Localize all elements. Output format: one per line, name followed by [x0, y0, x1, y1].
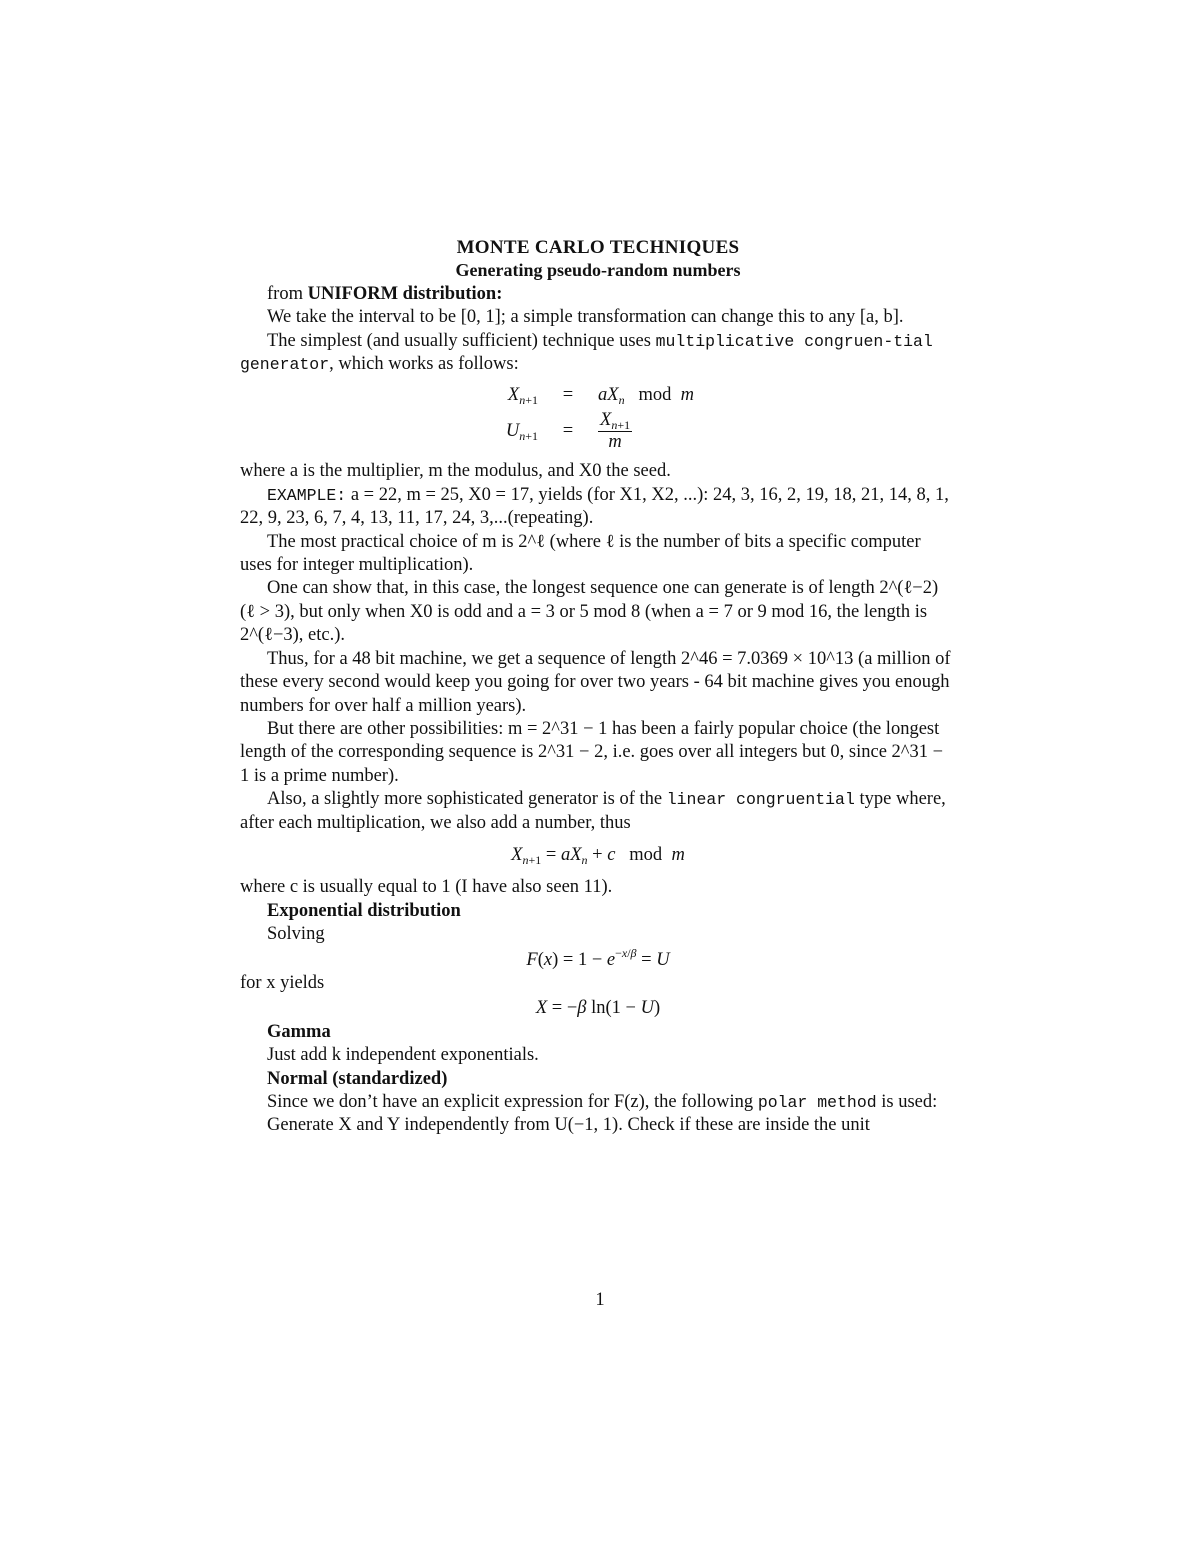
term-polar-method: polar method [757, 1093, 877, 1112]
gamma-text: Just add k independent exponentials. [267, 1045, 539, 1066]
equation-block-lcg [240, 384, 956, 458]
paragraph-longest-sequence: One can show that, in this case, the longest sequence one can generate is of length 2^(ℓ−2) (ℓ > 3), but only when X0 is odd and a = 3 or 5 mod 8 (when a = 7 or 9 mod 16, the length is 2^(ℓ−3), etc.). [240, 578, 939, 646]
paragraph-generate: Generate X and Y independently from U(−1, 1). Check if these are inside the unit [267, 1115, 870, 1136]
heading-gamma: Gamma [267, 1021, 331, 1042]
paragraph-where-seed: where a is the multiplier, m the modulus, and X0 the seed. [240, 461, 671, 482]
uniform-from: from [267, 283, 308, 304]
paragraph-other-possibilities: But there are other possibilities: m = 2^31 − 1 has been a fairly popular choice (the longest length of the corresponding sequence is 2^31 − 2, i.e. goes over all integers but 0, since 2^31 − 1 is a prime number). [240, 718, 944, 786]
paragraph-example [240, 484, 956, 531]
p8-start: Also, a slightly more sophisticated generator is of the [267, 789, 667, 810]
paragraph-interval: We take the interval to be [0, 1]; a simple transformation can change this to any [a, b]. [267, 307, 904, 328]
heading-exponential: Exponential distribution [267, 900, 461, 921]
equation-1: $X_{n+1}$ = $aX_n$ mod m [507, 385, 694, 408]
p2-start: The simplest (and usually sufficient) technique uses [267, 330, 656, 351]
equation-2: $U_{n+1}$ = $\frac{X_{n+1}}{m}$ [505, 410, 631, 453]
term-linear-congruential: linear congruential [666, 790, 855, 810]
paragraph-polar [240, 1091, 956, 1114]
uniform-heading: UNIFORM distribution: [307, 283, 503, 304]
page-number: 1 [595, 1290, 605, 1310]
heading-normal: Normal (standardized) [267, 1068, 448, 1089]
example-text: a = 22, m = 25, X0 = 17, yields (for X1, X2, ...): 24, 3, 16, 2, 19, 18, 21, 14, 8, 1, 22, 9, 23, 6, 7, 4, 13, 11, 17, 24, 3,...(repeating). [240, 484, 949, 529]
p10-end: is used: [876, 1092, 938, 1112]
paragraph-linear-congruential [240, 788, 956, 835]
term-multiplicative-congruential: multiplicative congruen-tial generator [240, 331, 933, 375]
equation-3: $X_{n+1} = aX_n + c$ mod m [511, 844, 685, 867]
p10-start: Since we don’t have an explicit expression for F(z), the following [267, 1092, 758, 1112]
p8-end: type where, after each multiplication, we also add a number, thus [240, 789, 946, 833]
paragraph-48bit: Thus, for a 48 bit machine, we get a sequence of length 2^46 = 7.0369 × 10^13 (a million of these every second would keep you going for over two years - 64 bit machine gives you enough numbers for over half a million years). [240, 648, 951, 716]
example-label: EXAMPLE: [267, 485, 347, 505]
equation-5: X = −β ln(1 − U) [535, 998, 661, 1019]
for-x-yields: for x yields [240, 972, 325, 993]
paragraph-where-c: where c is usually equal to 1 (I have also seen 11). [240, 877, 613, 898]
solving-text: Solving [267, 924, 325, 945]
page-title: MONTE CARLO TECHNIQUES [456, 237, 740, 258]
paragraph-practical-choice: The most practical choice of m is 2^ℓ (where ℓ is the number of bits a specific computer uses for integer multiplication). [240, 531, 921, 576]
page-subtitle: Generating pseudo-random numbers [455, 260, 741, 281]
equation-4: $F(x) = 1 - e^{-x/\beta} = U$ [526, 945, 670, 970]
document-page [240, 232, 956, 1138]
p2-end: , which works as follows: [329, 354, 519, 375]
paragraph-multiplicative [240, 330, 956, 377]
uniform-heading-line [240, 283, 956, 306]
